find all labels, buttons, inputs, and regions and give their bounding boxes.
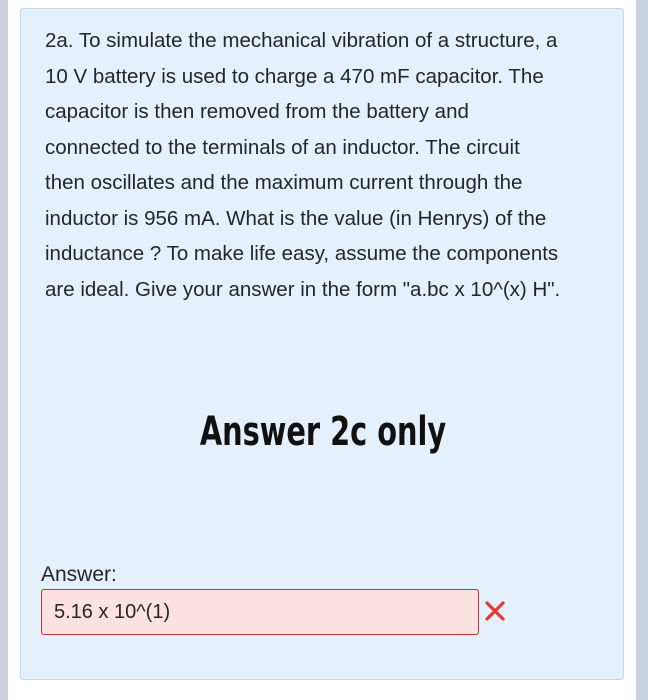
left-edge bbox=[0, 0, 8, 700]
question-text: 2a. To simulate the mechanical vibration of a structure, a 10 V battery is used to charge a 470 mF capacitor. The capacitor is then removed from the battery and connected to the terminals of an inductor. The circuit then oscillates and the maximum current through the inductor is 956 mA. What is the value (in Henrys) of the inductance ? To make life easy, assume the components are ideal. Give your answer in the form "a.bc x 10^(x) H". bbox=[45, 29, 561, 301]
incorrect-x-icon bbox=[483, 599, 507, 623]
handwritten-annotation: Answer 2c only bbox=[199, 409, 447, 455]
answer-input[interactable] bbox=[41, 589, 479, 635]
answer-label: Answer: bbox=[41, 563, 117, 586]
right-edge bbox=[636, 0, 648, 700]
question-panel bbox=[20, 8, 624, 680]
